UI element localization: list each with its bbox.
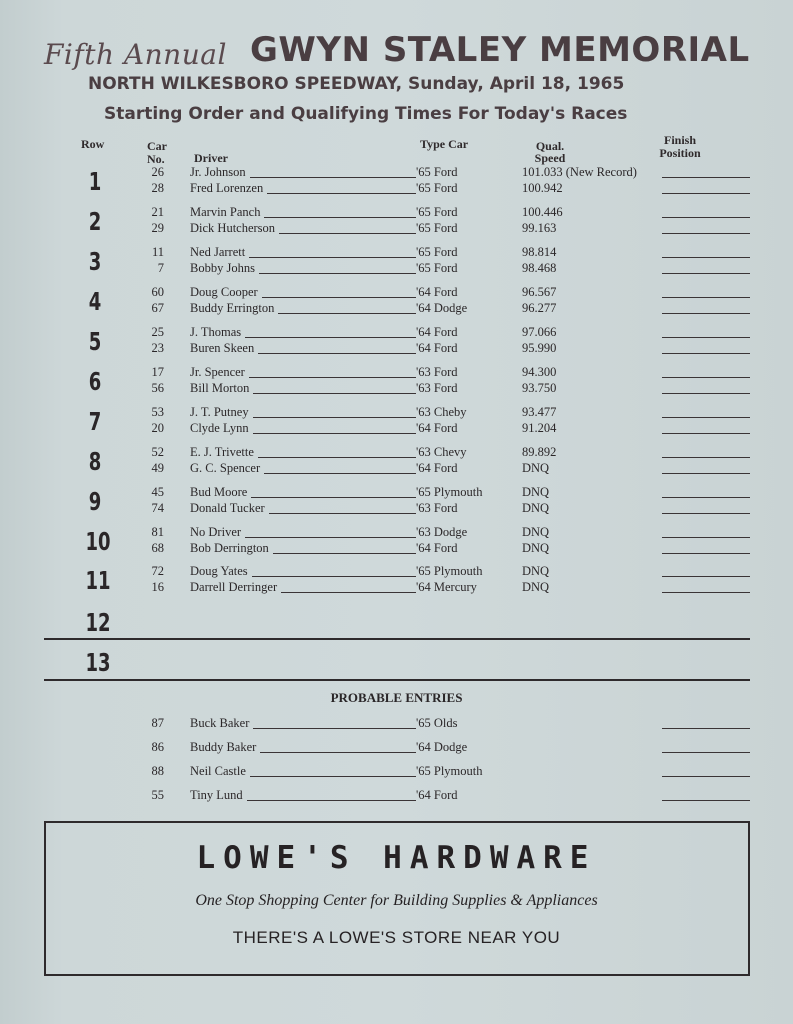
- car-number: 74: [151, 501, 164, 515]
- driver-name: E. J. Trivette: [190, 445, 254, 459]
- qualifying-speed: 93.750: [522, 381, 557, 395]
- car-type: '65 Plymouth: [416, 564, 483, 578]
- finish-position-blank: [662, 457, 750, 458]
- qualifying-speed: 98.814: [522, 245, 557, 259]
- leader-line: [258, 457, 416, 458]
- qualifying-speed: 100.942: [522, 181, 563, 195]
- driver-name: Buddy Baker: [190, 740, 257, 754]
- driver-name: Bud Moore: [190, 485, 248, 499]
- leader-line: [269, 513, 416, 514]
- header-speed: Speed: [534, 151, 566, 165]
- driver-name: Doug Yates: [190, 564, 248, 578]
- car-number: 68: [151, 541, 164, 555]
- driver-name: G. C. Spencer: [190, 461, 261, 475]
- qualifying-speed: 95.990: [522, 341, 557, 355]
- driver-name: J. T. Putney: [190, 405, 249, 419]
- car-number: 7: [157, 261, 164, 275]
- car-type: '64 Ford: [416, 541, 458, 555]
- car-number: 72: [151, 564, 164, 578]
- header-car: Car: [147, 139, 167, 153]
- car-type: '64 Dodge: [416, 301, 468, 315]
- car-type: '63 Ford: [416, 501, 458, 515]
- ad-tagline: One Stop Shopping Center for Building Supplies & Appliances: [195, 892, 598, 909]
- leader-line: [249, 377, 416, 378]
- header-qual: Qual.: [535, 139, 565, 153]
- car-type: '64 Dodge: [416, 740, 468, 754]
- row-number: 3: [88, 247, 102, 276]
- qualifying-speed: DNQ: [522, 461, 550, 475]
- car-type: '65 Ford: [416, 261, 458, 275]
- car-type: '64 Ford: [416, 421, 458, 435]
- qualifying-speed: DNQ: [522, 564, 550, 578]
- row-number: 8: [88, 447, 102, 476]
- driver-name: Tiny Lund: [190, 788, 243, 802]
- leader-line: [250, 776, 416, 777]
- car-type: '63 Dodge: [416, 525, 468, 539]
- header-position: Position: [659, 146, 701, 160]
- qualifying-speed: DNQ: [522, 580, 550, 594]
- qualifying-speed: 96.277: [522, 301, 557, 315]
- qualifying-speed: DNQ: [522, 541, 550, 555]
- car-number: 52: [151, 445, 164, 459]
- driver-name: Darrell Derringer: [190, 580, 278, 594]
- driver-name: Bill Morton: [190, 381, 250, 395]
- leader-line: [253, 728, 416, 729]
- leader-line: [245, 337, 416, 338]
- qualifying-speed: 89.892: [522, 445, 557, 459]
- driver-name: Jr. Johnson: [190, 165, 246, 179]
- finish-position-blank: [662, 193, 750, 194]
- header-type-car: Type Car: [420, 137, 469, 151]
- ad-title: LOWE'S HARDWARE: [196, 840, 597, 876]
- car-number: 60: [151, 285, 164, 299]
- finish-position-blank: [662, 417, 750, 418]
- car-number: 25: [151, 325, 164, 339]
- leader-line: [279, 233, 416, 234]
- car-type: '65 Olds: [416, 716, 458, 730]
- driver-name: Clyde Lynn: [190, 421, 249, 435]
- leader-line: [253, 393, 416, 394]
- leader-line: [267, 193, 416, 194]
- car-type: '64 Ford: [416, 285, 458, 299]
- car-type: '64 Ford: [416, 325, 458, 339]
- leader-line: [264, 217, 416, 218]
- finish-position-blank: [662, 233, 750, 234]
- row-number: 6: [88, 367, 102, 396]
- driver-name: Ned Jarrett: [190, 245, 246, 259]
- leader-line: [253, 417, 416, 418]
- header-no: No.: [147, 152, 165, 166]
- row-number: 13: [85, 648, 111, 677]
- finish-position-blank: [662, 393, 750, 394]
- car-type: '64 Mercury: [416, 580, 477, 594]
- header-driver: Driver: [194, 151, 228, 165]
- row-number: 10: [85, 527, 111, 556]
- finish-position-blank: [662, 576, 750, 577]
- header-row: Row: [81, 137, 105, 151]
- driver-name: No Driver: [190, 525, 242, 539]
- leader-line: [253, 433, 416, 434]
- row-number: 4: [88, 287, 102, 316]
- driver-name: Dick Hutcherson: [190, 221, 276, 235]
- finish-position-blank: [662, 433, 750, 434]
- driver-name: Buck Baker: [190, 716, 250, 730]
- probable-entries-title: PROBABLE ENTRIES: [330, 690, 463, 705]
- event-subtitle: NORTH WILKESBORO SPEEDWAY, Sunday, April 18, 1965: [88, 74, 625, 94]
- car-type: '65 Plymouth: [416, 764, 483, 778]
- car-number: 88: [151, 764, 164, 778]
- car-number: 21: [151, 205, 164, 219]
- finish-position-blank: [662, 377, 750, 378]
- finish-position-blank: [662, 353, 750, 354]
- qualifying-speed: 100.446: [522, 205, 563, 219]
- leader-line: [247, 800, 416, 801]
- qualifying-speed: DNQ: [522, 485, 550, 499]
- car-number: 16: [151, 580, 164, 594]
- car-number: 17: [151, 365, 164, 379]
- leader-line: [251, 497, 416, 498]
- row-number: 9: [88, 487, 102, 516]
- leader-line: [281, 592, 416, 593]
- car-number: 28: [151, 181, 164, 195]
- leader-line: [252, 576, 416, 577]
- row-number: 11: [85, 566, 111, 595]
- finish-position-blank: [662, 177, 750, 178]
- car-number: 53: [151, 405, 164, 419]
- leader-line: [278, 313, 416, 314]
- qualifying-speed: 96.567: [522, 285, 557, 299]
- car-number: 81: [151, 525, 164, 539]
- car-number: 26: [151, 165, 164, 179]
- leader-line: [245, 537, 416, 538]
- driver-name: Bob Derrington: [190, 541, 269, 555]
- car-type: '63 Ford: [416, 365, 458, 379]
- finish-position-blank: [662, 800, 750, 801]
- row-divider: [44, 638, 750, 640]
- car-type: '65 Plymouth: [416, 485, 483, 499]
- ad-store-line: THERE'S A LOWE'S STORE NEAR YOU: [232, 928, 561, 947]
- driver-name: Buddy Errington: [190, 301, 275, 315]
- car-number: 23: [151, 341, 164, 355]
- row-number: 7: [88, 407, 102, 436]
- car-type: '64 Ford: [416, 461, 458, 475]
- driver-name: Bobby Johns: [190, 261, 255, 275]
- finish-position-blank: [662, 497, 750, 498]
- driver-name: Jr. Spencer: [190, 365, 245, 379]
- qualifying-speed: 99.163: [522, 221, 557, 235]
- finish-position-blank: [662, 297, 750, 298]
- row-number: 5: [88, 327, 102, 356]
- car-number: 55: [151, 788, 164, 802]
- car-type: '64 Ford: [416, 788, 458, 802]
- leader-line: [264, 473, 416, 474]
- qualifying-speed: DNQ: [522, 501, 550, 515]
- car-type: '65 Ford: [416, 221, 458, 235]
- car-number: 87: [151, 716, 164, 730]
- qualifying-speed: 93.477: [522, 405, 557, 419]
- starting-order-subtitle: Starting Order and Qualifying Times For Today's Races: [104, 104, 628, 124]
- row-number: 12: [85, 608, 111, 637]
- finish-position-blank: [662, 537, 750, 538]
- finish-position-blank: [662, 217, 750, 218]
- qualifying-speed: 101.033 (New Record): [522, 165, 637, 179]
- leader-line: [259, 273, 416, 274]
- driver-name: Neil Castle: [190, 764, 246, 778]
- finish-position-blank: [662, 592, 750, 593]
- finish-position-blank: [662, 313, 750, 314]
- qualifying-speed: 97.066: [522, 325, 557, 339]
- leader-line: [249, 257, 416, 258]
- leader-line: [250, 177, 416, 178]
- car-number: 86: [151, 740, 164, 754]
- driver-name: J. Thomas: [190, 325, 242, 339]
- qualifying-speed: 94.300: [522, 365, 557, 379]
- car-type: '63 Chevy: [416, 445, 467, 459]
- car-number: 67: [151, 301, 164, 315]
- row-divider: [44, 679, 750, 681]
- car-type: '65 Ford: [416, 165, 458, 179]
- finish-position-blank: [662, 553, 750, 554]
- car-number: 11: [151, 245, 164, 259]
- car-type: '65 Ford: [416, 205, 458, 219]
- qualifying-speed: 91.204: [522, 421, 557, 435]
- driver-name: Doug Cooper: [190, 285, 258, 299]
- car-type: '63 Cheby: [416, 405, 467, 419]
- finish-position-blank: [662, 473, 750, 474]
- car-number: 29: [151, 221, 164, 235]
- main-title: GWYN STALEY MEMORIAL: [250, 30, 750, 70]
- car-number: 49: [151, 461, 164, 475]
- leader-line: [273, 553, 416, 554]
- finish-position-blank: [662, 728, 750, 729]
- car-number: 56: [151, 381, 164, 395]
- car-number: 20: [151, 421, 164, 435]
- finish-position-blank: [662, 337, 750, 338]
- driver-name: Buren Skeen: [190, 341, 255, 355]
- car-type: '65 Ford: [416, 181, 458, 195]
- row-number: 2: [88, 207, 102, 236]
- row-number: 1: [88, 167, 102, 196]
- qualifying-speed: 98.468: [522, 261, 557, 275]
- finish-position-blank: [662, 257, 750, 258]
- car-type: '65 Ford: [416, 245, 458, 259]
- driver-name: Fred Lorenzen: [190, 181, 264, 195]
- driver-name: Marvin Panch: [190, 205, 261, 219]
- finish-position-blank: [662, 513, 750, 514]
- leader-line: [260, 752, 416, 753]
- leader-line: [262, 297, 416, 298]
- finish-position-blank: [662, 776, 750, 777]
- car-type: '64 Ford: [416, 341, 458, 355]
- header-finish: Finish: [663, 133, 696, 147]
- finish-position-blank: [662, 752, 750, 753]
- script-title: Fifth Annual: [44, 38, 227, 71]
- car-number: 45: [151, 485, 164, 499]
- leader-line: [258, 353, 416, 354]
- qualifying-speed: DNQ: [522, 525, 550, 539]
- finish-position-blank: [662, 273, 750, 274]
- driver-name: Donald Tucker: [190, 501, 265, 515]
- car-type: '63 Ford: [416, 381, 458, 395]
